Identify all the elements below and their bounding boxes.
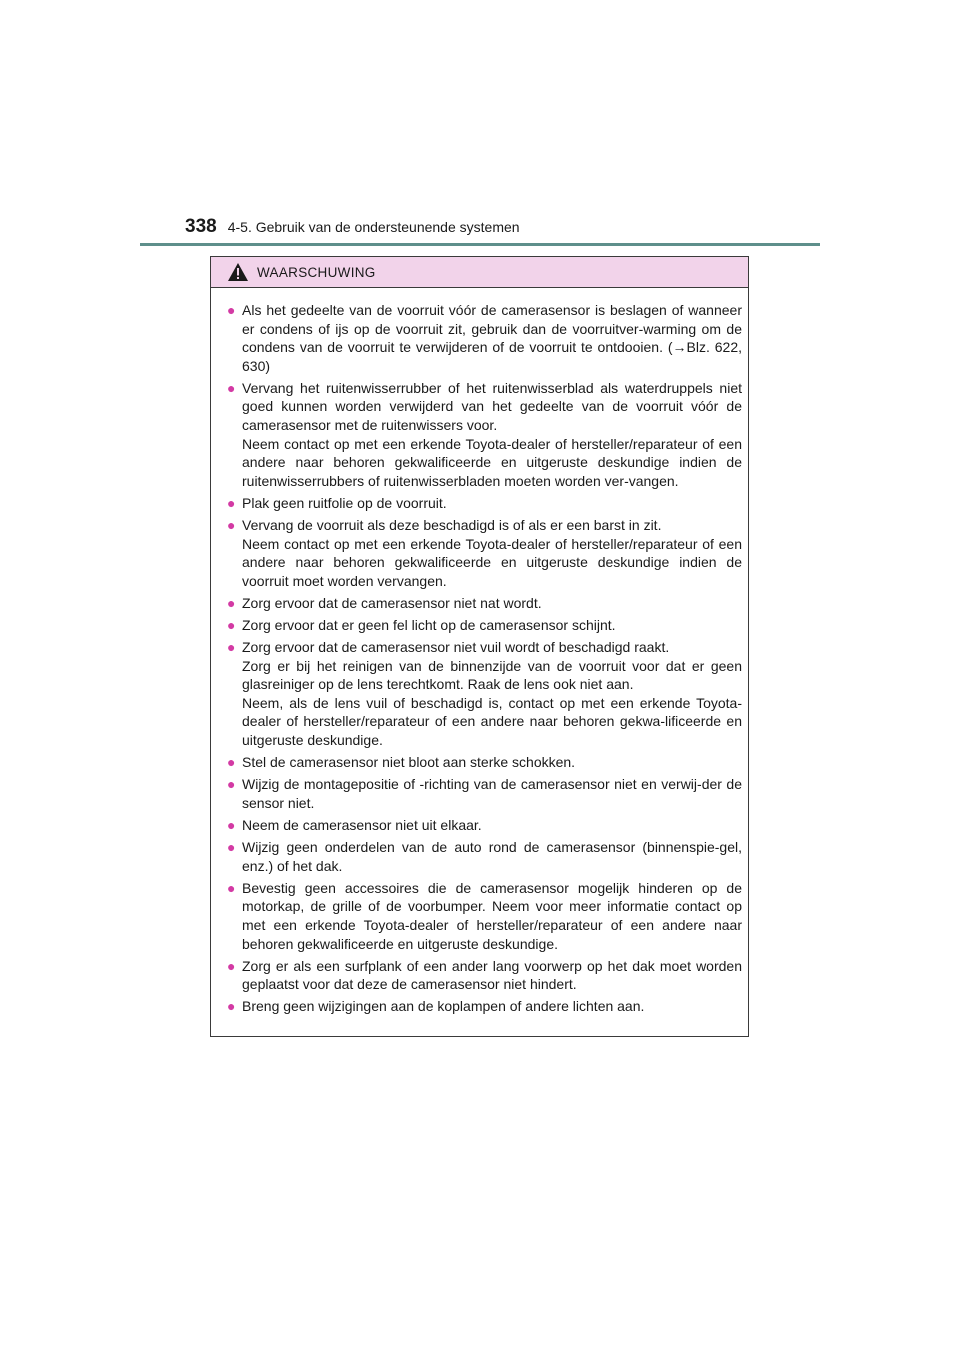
bullet-icon: ● <box>227 594 236 611</box>
bullet-icon: ● <box>227 957 236 974</box>
warning-triangle-icon <box>227 262 249 282</box>
warning-paragraph: Wijzig de montagepositie of -richting van de camerasensor niet en verwij-der de sensor niet. <box>242 776 742 811</box>
warning-list <box>211 288 748 1016</box>
warning-item-text <box>242 594 742 613</box>
bullet-icon: ● <box>227 617 236 633</box>
page-header <box>185 216 520 244</box>
warning-box <box>210 256 749 1037</box>
bullet-icon: ● <box>227 639 236 656</box>
bullet-icon: ● <box>227 879 236 896</box>
page-number: 338 <box>185 216 217 237</box>
bullet-icon: ● <box>227 494 236 511</box>
warning-item <box>227 838 742 875</box>
warning-paragraph: Zorg ervoor dat de camerasensor niet vuil wordt of beschadigd raakt. <box>242 639 670 656</box>
warning-item-text <box>242 638 742 750</box>
warning-paragraph: Neem, als de lens vuil of beschadigd is, contact op met een erkende Toyota-dealer of hersteller/reparateur of een andere naar behoren gekwa-lificeerde en uitgeruste deskundige. <box>242 694 742 749</box>
section-title: 4-5. Gebruik van de ondersteunende systemen <box>227 219 520 235</box>
warning-item-text <box>242 616 742 635</box>
warning-paragraph: Stel de camerasensor niet bloot aan sterke schokken. <box>242 754 576 771</box>
warning-item <box>227 775 742 812</box>
warning-item-text <box>242 879 742 953</box>
warning-paragraph: Zorg ervoor dat de camerasensor niet nat wordt. <box>242 594 542 611</box>
warning-item-text <box>242 838 742 875</box>
warning-item <box>227 494 742 513</box>
bullet-icon: ● <box>227 816 236 833</box>
warning-item <box>227 879 742 953</box>
warning-item <box>227 816 742 835</box>
warning-paragraph: Zorg er als een surfplank of een ander lang voorwerp op het dak moet worden geplaatst voor dat deze de camerasensor niet hindert. <box>242 957 742 993</box>
warning-paragraph: Wijzig geen onderdelen van de auto rond de camerasensor (binnenspie-gel, enz.) of het dak. <box>242 839 742 874</box>
warning-paragraph: Zorg er bij het reinigen van de binnenzijde van de voorruit voor dat er geen glasreiniger op de lens terechtkomt. Raak de lens ook niet aan. <box>242 657 742 693</box>
warning-paragraph: Bevestig geen accessoires die de camerasensor mogelijk hinderen op de motorkap, de grille of de voorbumper. Neem voor meer informatie contact op met een erkende Toyota-dealer of hersteller/reparateur of een andere naar behoren gekwalificeerde en uitgeruste deskundige. <box>242 879 742 952</box>
warning-item <box>227 638 742 750</box>
warning-paragraph: Als het gedeelte van de voorruit vóór de camerasensor is beslagen of wanneer er condens of ijs op de voorruit zit, gebruik dan de voorruitver-warming om de condens van de voorruit te verwijderen of de voorruit te ontdooien. (→Blz. 622, 630) <box>242 302 742 374</box>
warning-item-text <box>242 753 742 772</box>
warning-item <box>227 379 742 491</box>
warning-paragraph: Breng geen wijzigingen aan de koplampen of andere lichten aan. <box>242 998 645 1015</box>
warning-item <box>227 516 742 590</box>
warning-item-text <box>242 957 742 994</box>
bullet-icon: ● <box>227 302 236 318</box>
warning-title: WAARSCHUWING <box>257 264 376 280</box>
warning-item <box>227 957 742 994</box>
bullet-icon: ● <box>227 839 236 856</box>
warning-item <box>227 616 742 635</box>
warning-item-text <box>242 816 742 835</box>
warning-item-text <box>242 494 742 513</box>
warning-paragraph: Vervang de voorruit als deze beschadigd is of als er een barst in zit. <box>242 517 662 534</box>
header-divider <box>140 243 820 246</box>
warning-item <box>227 594 742 613</box>
bullet-icon: ● <box>227 776 236 793</box>
warning-item <box>227 301 742 375</box>
warning-item-text <box>242 379 742 491</box>
warning-paragraph: Neem contact op met een erkende Toyota-dealer of hersteller/reparateur of een andere naar behoren gekwalificeerde en uitgeruste deskundige indien de ruitenwisserrubbers of ruitenwisserbladen moeten worden ver-vangen. <box>242 435 742 489</box>
warning-paragraph: Neem de camerasensor niet uit elkaar. <box>242 816 482 833</box>
bullet-icon: ● <box>227 379 236 396</box>
warning-item-text <box>242 516 742 590</box>
warning-paragraph: Plak geen ruitfolie op de voorruit. <box>242 494 447 511</box>
warning-paragraph: Zorg ervoor dat er geen fel licht op de camerasensor schijnt. <box>242 617 616 633</box>
warning-paragraph: Neem contact op met een erkende Toyota-dealer of hersteller/reparateur of een andere naar behoren gekwalificeerde en uitgeruste deskundige indien de voorruit moet worden vervangen. <box>242 535 742 589</box>
warning-item-text <box>242 997 742 1016</box>
warning-item-text <box>242 301 742 375</box>
warning-item-text <box>242 775 742 812</box>
warning-paragraph: Vervang het ruitenwisserrubber of het ruitenwisserblad als waterdruppels niet goed kunnen worden verwijderd van het gedeelte van de voorruit vóór de camerasensor met de ruitenwissers voor. <box>242 379 742 434</box>
warning-header <box>211 257 748 288</box>
warning-item <box>227 997 742 1016</box>
bullet-icon: ● <box>227 517 236 534</box>
bullet-icon: ● <box>227 754 236 771</box>
bullet-icon: ● <box>227 998 236 1015</box>
warning-item <box>227 753 742 772</box>
